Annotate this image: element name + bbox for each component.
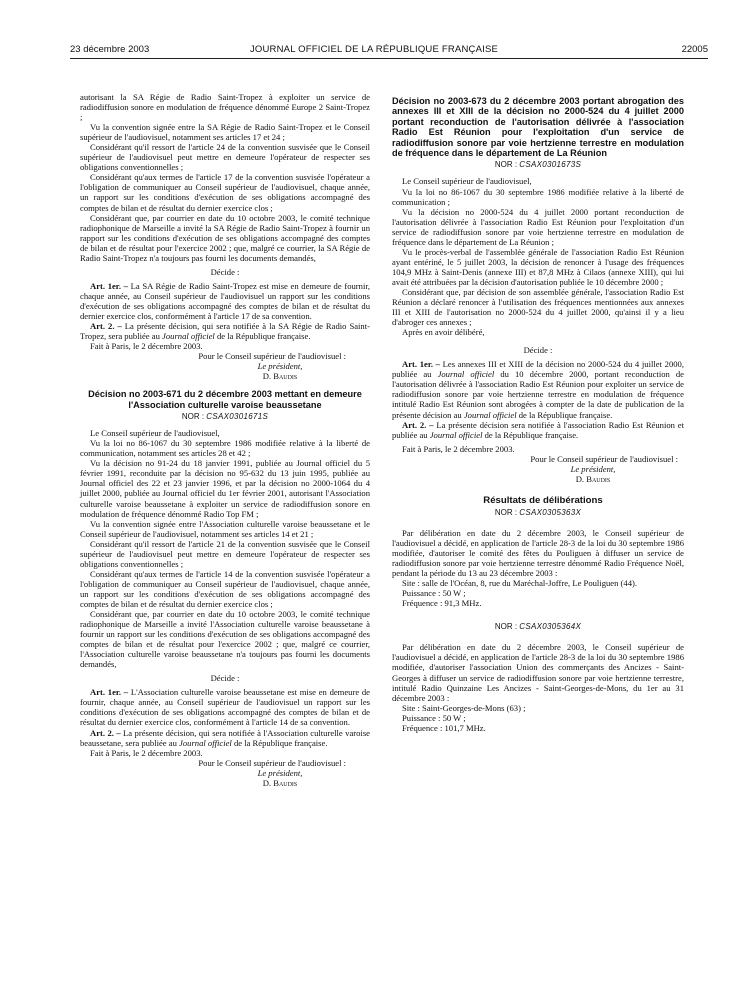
paragraph: Considérant que, par décision de son assemblée générale, l'association Radio Est Réunion a déclaré renoncer à l'utilisation des fréquences mentionnées aux annexes III et XIII de l'autorisation no 2000-524 du 4 juillet 2000, qu'ainsi il y a lieu d'abroger ces annexes ; (392, 287, 684, 328)
journal-officiel-ref: Journal officiel (437, 369, 495, 380)
nor-reference (392, 508, 684, 518)
right-column (392, 96, 684, 733)
president-label: Le président, (257, 767, 303, 778)
article-2 (80, 728, 370, 748)
article-2 (80, 321, 370, 341)
nor-reference (392, 622, 684, 632)
signature-for: Pour le Conseil supérieur de l'audiovisuel : (198, 351, 346, 362)
fait-a-paris: Fait à Paris, le 2 décembre 2003. (90, 341, 203, 352)
nor-code: CSAX0305363X (519, 507, 582, 517)
article-text: La présente décision sera notifiée à l'association Radio Est Réunion et publiée au (392, 419, 684, 440)
journal-officiel-ref: Journal officiel (429, 429, 483, 440)
fait-a-paris: Fait à Paris, le 2 décembre 2003. (90, 747, 203, 758)
deliberation-text: Par délibération en date du 2 décembre 2003, le Conseil supérieur de l'audiovisuel a décidé, en application de l'article 28-3 de la loi du 30 septembre 1986 modifiée, d'autoriser l'association Union des commerçants des Ancizes - Saint-Georges à diffuser un service de radiodiffusion sonore par voie hertzienne terrestre, intitulé Radio Quinzaine Les Ancizes - Saint-Georges-de-Mons, du 1er au 31 décembre 2003 : (392, 642, 684, 703)
signature-title (80, 768, 370, 778)
article-text: du 10 décembre 2000, portant reconduction de l'autorisation délivrée à l'association Radio Est Réunion pour exploiter un service de radiodiffusion sonore par voie hertzienne terrestre en modulation de fréquence intitulé Radio Est Réunion sont abrogées à compter de la date de publication de la présente décision au (392, 369, 684, 420)
paragraph: Vu le procès-verbal de l'assemblée générale de l'association Radio Est Réunion ayant entériné, le 5 juillet 2003, la décision de renoncer à l'usage des fréquences 104,9 MHz à Saint-Denis (annexe III) et 87,8 MHz à Cilaos (annexe XIII), qui lui avait été attribuées par la décision d'autorisation publiée le 10 décembre 2000 ; (392, 246, 684, 287)
paragraph: Considérant qu'aux termes de l'article 14 de la convention susvisée l'opérateur a l'obligation de communiquer au Conseil supérieur de l'audiovisuel, chaque année, un rapport sur les conditions d'exécution de ses obligations accompagné des comptes de bilan et de résultat du dernier exercice clos ; (80, 568, 370, 609)
article-1 (392, 359, 684, 419)
paragraph: Le Conseil supérieur de l'audiovisuel, (402, 176, 532, 187)
paragraph: Vu la convention signée entre la SA Régie de Radio Saint-Tropez et le Conseil supérieur de l'audiovisuel, notamment ses articles 17 et 24 ; (80, 122, 370, 143)
left-column (80, 92, 370, 788)
nor-code: CSAX0301673S (519, 160, 582, 170)
power-line: Puissance : 50 W ; (402, 712, 466, 723)
site-line: Site : salle de l'Océan, 8, rue du Maréchal-Joffre, Le Pouliguen (44). (402, 578, 638, 589)
signature-title (80, 361, 370, 371)
signature-name: D. Baudis (575, 473, 611, 484)
nor-label: NOR : (494, 622, 518, 632)
article-text: de la République française. (216, 331, 311, 342)
journal-officiel-ref: Journal officiel (179, 737, 232, 748)
signature-title (392, 464, 684, 474)
nor-reference (392, 160, 684, 170)
signature-name: D. Baudis (262, 371, 298, 382)
article-text: La présente décision, qui sera notifiée à l'Association culturelle varoise beaussetane, sera publiée au (80, 727, 370, 748)
article-text: L'Association culturelle varoise beaussetane est mise en demeure de fournir, chaque année, au Conseil supérieur de l'audiovisuel un rapport sur les conditions d'exécution de ses obligations accompagné des comptes de bilan et de résultat du dernier exercice clos, conformément à l'article 14 de sa convention. (80, 687, 370, 728)
article-text: La présente décision, qui sera notifiée à la SA Régie de Radio Saint-Tropez, sera publiée au (80, 321, 370, 342)
decide-label: Décide : (210, 673, 240, 684)
journal-title: JOURNAL OFFICIEL DE LA RÉPUBLIQUE FRANÇAISE (249, 44, 499, 55)
paragraph: Vu la décision no 91-24 du 18 janvier 1991, publiée au Journal officiel du 5 février 1991, reconduite par la décision no 95-632 du 13 juin 1995, publiée au Journal officiel des 22 et 23 janvier 1996, et par la décision no 2000-1064 du 4 juillet 2000, publiée au Journal officiel du 1er février 2001, autorisant l'Association culturelle varoise beaussetane à exploiter un service de radiodiffusion sonore en modulation de fréquence dénommé Radio Top FM ; (80, 458, 370, 519)
paragraph: Considérant qu'il ressort de l'article 24 de la convention susvisée que le Conseil supérieur de l'audiovisuel peut mettre en demeure l'opérateur de respecter ses obligations conventionnelles ; (80, 142, 370, 173)
paragraph: autorisant la SA Régie de Radio Saint-Tropez à exploiter un service de radiodiffusion sonore en modulation de fréquence dénommé Europe 2 Saint-Tropez ; (80, 92, 370, 123)
article-label: Art. 2. – (90, 727, 121, 738)
article-text: de la République française. (233, 737, 328, 748)
article-label: Art. 1er. – (90, 687, 129, 698)
frequency-line: Fréquence : 91,3 MHz. (402, 598, 482, 609)
decision-671-title: Décision no 2003-671 du 2 décembre 2003 mettant en demeure l'Association culturelle varoise beaussetane (88, 389, 362, 410)
deliberation-text: Par délibération en date du 2 décembre 2003, le Conseil supérieur de l'audiovisuel a décidé, en application de l'article 28-3 de la loi du 30 septembre 1986 modifiée, d'autoriser le comité des fêtes du Pouliguen à diffuser un service de radiodiffusion sonore par voie hertzienne terrestre dénommé Radio Fréquence Noël, pendant la période du 13 au 23 décembre 2003 : (392, 527, 684, 579)
paragraph: Considérant qu'aux termes de l'article 17 de la convention susvisée l'opérateur a l'obligation de communiquer au Conseil supérieur de l'audiovisuel, chaque année, un rapport sur les conditions d'exécution de ses obligations accompagné des comptes de bilan et de résultat du dernier exercice clos ; (80, 172, 370, 213)
header-rule (70, 58, 708, 59)
journal-officiel-ref: Journal officiel (162, 331, 215, 342)
paragraph: Le Conseil supérieur de l'audiovisuel, (90, 428, 220, 439)
article-1 (80, 687, 370, 727)
signature-name: D. Baudis (262, 777, 298, 788)
article-2 (392, 420, 684, 440)
journal-officiel-ref: Journal officiel (463, 409, 517, 420)
president-label: Le président, (257, 361, 303, 372)
paragraph: Considérant que, par courrier en date du 10 octobre 2003, le comité technique radiophonique de Marseille a invité la SA Régie de Radio Saint-Tropez à fournir un rapport sur les conditions d'exécution de ses obligations accompagné des comptes de bilan et de résultat pour l'exercice 2002 ; que, malgré ce courrier, la SA Régie de Radio Saint-Tropez n'a toujours pas fourni les documents demandés, (80, 212, 370, 263)
nor-reference (80, 412, 370, 422)
nor-code: CSAX0301671S (206, 412, 269, 422)
nor-label: NOR : (181, 412, 205, 422)
paragraph: Vu la loi no 86-1067 du 30 septembre 1986 modifiée relative à la liberté de communication, notamment ses articles 28 et 42 ; (80, 438, 370, 459)
article-label: Art. 2. – (402, 419, 434, 430)
signature-for: Pour le Conseil supérieur de l'audiovisuel : (198, 757, 346, 768)
article-label: Art. 1er. – (402, 359, 440, 370)
article-text: de la République française. (518, 409, 613, 420)
results-heading: Résultats de délibérations (483, 494, 603, 506)
decide-label: Décide : (210, 266, 240, 277)
site-line: Site : Saint-Georges-de-Mons (63) ; (402, 702, 526, 713)
nor-code: CSAX0305364X (519, 622, 582, 632)
article-label: Art. 2. – (90, 321, 122, 332)
paragraph: Considérant qu'il ressort de l'article 21 de la convention susvisée que le Conseil supérieur de l'audiovisuel peut mettre en demeure l'opérateur de respecter ses obligations conventionnelles ; (80, 538, 370, 569)
paragraph: Vu la convention signée entre l'Association culturelle varoise beaussetane et le Conseil supérieur de l'audiovisuel, notamment ses articles 14 et 21 ; (80, 518, 370, 539)
president-label: Le président, (570, 463, 616, 474)
article-label: Art. 1er. – (90, 280, 128, 291)
page-header (40, 38, 708, 60)
nor-label: NOR : (494, 507, 518, 517)
article-text: de la République française. (484, 429, 579, 440)
paragraph: Considérant que, par courrier en date du 10 octobre 2003, le comité technique radiophonique de Marseille a invité l'Association culturelle varoise beaussetane à fournir un rapport sur les conditions d'exécution de ses obligations accompagné des comptes de bilan et de résultat pour l'exercice 2002 ; que, malgré ce courrier, l'Association culturelle varoise beaussetane n'a toujours pas fourni les documents demandés, (80, 609, 370, 670)
header-date: 23 décembre 2003 (70, 44, 150, 55)
fait-a-paris: Fait à Paris, le 2 décembre 2003. (402, 443, 515, 454)
paragraph: Vu la loi no 86-1067 du 30 septembre 1986 modifiée relative à la liberté de communication ; (392, 186, 684, 207)
signature-for: Pour le Conseil supérieur de l'audiovisuel : (530, 453, 678, 464)
article-text: La SA Régie de Radio Saint-Tropez est mise en demeure de fournir, chaque année, au Conseil supérieur de l'audiovisuel un rapport sur les conditions d'exécution de ses obligations accompagné des comptes de bilan et de résultat du dernier exercice clos, conformément à l'article 17 de sa convention. (80, 280, 370, 321)
article-text: Les annexes III et XIII de la décision no 2000-524 du 4 juillet 2000, publiée au (392, 359, 684, 380)
decide-label: Décide : (523, 345, 553, 356)
paragraph: Vu la décision no 2000-524 du 4 juillet 2000 portant reconduction de l'autorisation délivrée à l'association Radio Est Réunion pour l'exploitation d'un service de radiodiffusion sonore par voie hertzienne terrestre en modulation de fréquence dans le département de La Réunion ; (392, 206, 684, 247)
article-1 (80, 281, 370, 321)
power-line: Puissance : 50 W ; (402, 588, 466, 599)
nor-label: NOR : (494, 160, 518, 170)
decision-673-title: Décision no 2003-673 du 2 décembre 2003 portant abrogation des annexes III et XIII de la décision no 2000-524 du 4 juillet 2000 portant reconduction de l'autorisation délivrée à l'association Radio Est Réunion pour l'exploitation d'un service de radiodiffusion sonore par voie hertzienne terrestre en modulation de fréquence dans le département de La Réunion (392, 96, 684, 159)
paragraph: Après en avoir délibéré, (402, 327, 485, 338)
page-number: 22005 (681, 44, 708, 55)
frequency-line: Fréquence : 101,7 MHz. (402, 722, 486, 733)
